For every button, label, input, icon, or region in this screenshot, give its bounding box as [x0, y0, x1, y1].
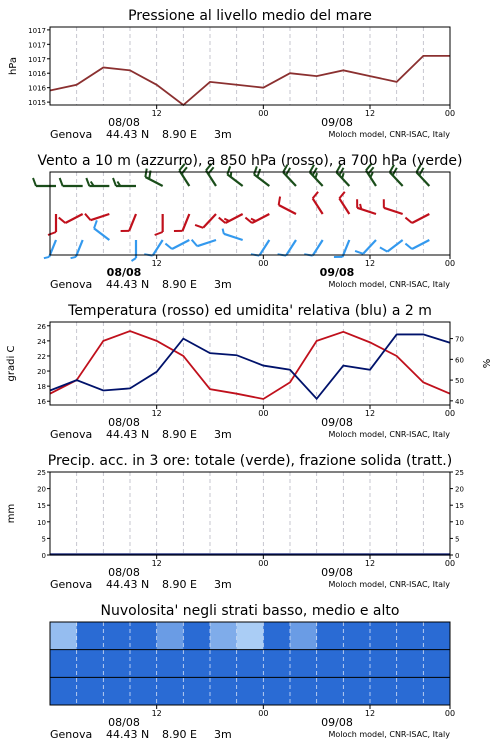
plot-area-3	[50, 322, 450, 405]
panel-title-1: Pressione al livello medio del mare	[128, 8, 372, 24]
cloud-cell-medio	[103, 650, 130, 678]
panel-title-2: Vento a 10 m (azzurro), a 850 hPa (rosso), a 700 hPa (verde)	[37, 153, 463, 169]
y2-tick-label-4: 5	[455, 535, 460, 544]
cloud-cell-alto	[423, 622, 450, 650]
location-lon-4: 8.90 E	[162, 578, 197, 591]
cloud-cell-medio	[130, 650, 157, 678]
date-label-5: 08/08	[108, 716, 140, 729]
cloud-cell-alto	[317, 622, 344, 650]
x-tick-label-1: 12	[151, 109, 162, 118]
y-axis-label-1: hPa	[8, 56, 19, 76]
location-alt-5: 3m	[214, 728, 232, 741]
x-tick-label-5: 12	[151, 709, 162, 718]
date-label-1: 09/08	[321, 116, 353, 129]
x-tick-label-1: 00	[444, 109, 456, 118]
x-tick-label-5: 00	[258, 709, 269, 718]
date-label-2: 08/08	[106, 266, 142, 279]
panel-title-3: Temperatura (rosso) ed umidita' relativa (blu) a 2 m	[68, 303, 432, 319]
y-tick-label-3: 16	[37, 398, 46, 407]
x-tick-label-4: 12	[364, 559, 376, 568]
cloud-cell-basso	[397, 677, 424, 705]
barb-feather	[44, 257, 49, 258]
y-tick-label-3: 18	[37, 383, 46, 392]
cloud-cell-basso	[103, 677, 130, 705]
location-lat-5: 44.43 N	[106, 728, 150, 741]
cloud-cell-medio	[317, 650, 344, 678]
cloud-cell-basso	[263, 677, 290, 705]
cloud-cell-alto	[210, 622, 237, 650]
cloud-cell-basso	[130, 677, 157, 705]
x-tick-label-1: 00	[258, 109, 269, 118]
plot-area-1	[50, 27, 450, 105]
x-tick-label-2: 00	[258, 259, 269, 268]
cloud-cell-medio	[237, 650, 264, 678]
cloud-cell-medio	[210, 650, 237, 678]
cloud-cell-medio	[183, 650, 210, 678]
cloud-cell-medio	[370, 650, 397, 678]
cloud-cell-alto	[183, 622, 210, 650]
y2-tick-label-3: 40	[455, 397, 464, 406]
model-credit-2: Moloch model, CNR-ISAC, Italy	[328, 280, 450, 289]
location-lon-3: 8.90 E	[162, 428, 197, 441]
y-axis-label-3: gradi C	[6, 345, 17, 382]
x-tick-label-2: 12	[151, 259, 162, 268]
location-name-1: Genova	[50, 128, 93, 141]
cloud-cell-alto	[397, 622, 424, 650]
x-tick-label-1: 12	[364, 109, 376, 118]
barb-feather	[132, 258, 137, 261]
cloud-cell-basso	[317, 677, 344, 705]
cloud-cell-alto	[263, 622, 290, 650]
x-tick-label-3: 12	[364, 409, 376, 418]
cloud-cell-basso	[210, 677, 237, 705]
cloud-cell-alto	[157, 622, 184, 650]
model-credit-3: Moloch model, CNR-ISAC, Italy	[328, 430, 450, 439]
cloud-cell-alto	[237, 622, 264, 650]
y-tick-label-3: 22	[37, 352, 46, 361]
cloud-cell-alto	[77, 622, 104, 650]
date-label-1: 08/08	[108, 116, 140, 129]
y-tick-label-4: 0	[41, 552, 46, 560]
y-tick-label-1: 1017	[28, 55, 46, 64]
y2-tick-label-4: 0	[455, 552, 460, 560]
y2-axis-label-3: %	[482, 358, 493, 369]
cloud-cell-alto	[130, 622, 157, 650]
cloud-cell-basso	[237, 677, 264, 705]
date-label-3: 08/08	[108, 416, 140, 429]
location-lon-2: 8.90 E	[162, 278, 197, 291]
y-tick-label-4: 25	[37, 469, 46, 477]
date-label-2: 09/08	[319, 266, 355, 279]
cloud-cell-basso	[290, 677, 317, 705]
cloud-cell-alto	[343, 622, 370, 650]
x-tick-label-3: 12	[151, 409, 162, 418]
barb-feather	[145, 169, 146, 177]
y2-tick-label-3: 50	[455, 377, 464, 386]
x-tick-label-3: 00	[444, 409, 456, 418]
location-lat-1: 44.43 N	[106, 128, 150, 141]
cloud-cell-medio	[290, 650, 317, 678]
location-alt-2: 3m	[214, 278, 232, 291]
date-label-4: 09/08	[321, 566, 353, 579]
barb-feather	[360, 204, 361, 209]
barb-feather	[279, 197, 280, 205]
x-tick-label-4: 00	[444, 559, 456, 568]
y2-tick-label-4: 25	[455, 469, 464, 477]
cloud-cell-basso	[50, 677, 77, 705]
date-label-5: 09/08	[321, 716, 353, 729]
cloud-cell-basso	[77, 677, 104, 705]
cloud-cell-basso	[343, 677, 370, 705]
barb-feather	[71, 257, 76, 258]
y2-tick-label-4: 10	[455, 518, 464, 527]
location-alt-1: 3m	[214, 128, 232, 141]
cloud-cell-basso	[183, 677, 210, 705]
cloud-cell-alto	[103, 622, 130, 650]
y2-tick-label-3: 60	[455, 356, 464, 365]
date-label-3: 09/08	[321, 416, 353, 429]
plot-area-2	[50, 172, 450, 255]
x-tick-label-4: 00	[258, 559, 269, 568]
y-tick-label-4: 15	[37, 502, 46, 511]
y-tick-label-4: 20	[37, 485, 46, 494]
cloud-cell-alto	[290, 622, 317, 650]
y-tick-label-1: 1016	[28, 84, 46, 93]
model-credit-1: Moloch model, CNR-ISAC, Italy	[328, 130, 450, 139]
location-name-5: Genova	[50, 728, 93, 741]
cloud-cell-basso	[423, 677, 450, 705]
y-axis-label-4: mm	[6, 503, 17, 524]
cloud-cell-alto	[370, 622, 397, 650]
y-tick-label-1: 1017	[28, 26, 46, 35]
y-tick-label-4: 10	[37, 518, 46, 527]
y-tick-label-4: 5	[41, 535, 46, 544]
y2-tick-label-4: 20	[455, 485, 464, 494]
cloud-cell-alto	[50, 622, 77, 650]
y2-tick-label-4: 15	[455, 502, 464, 511]
location-lat-3: 44.43 N	[106, 428, 150, 441]
y-tick-label-1: 1016	[28, 70, 46, 79]
x-tick-label-3: 00	[258, 409, 269, 418]
location-name-2: Genova	[50, 278, 93, 291]
x-tick-label-2: 00	[444, 259, 456, 268]
cloud-cell-medio	[77, 650, 104, 678]
location-alt-3: 3m	[214, 428, 232, 441]
location-lon-1: 8.90 E	[162, 128, 197, 141]
cloud-cell-basso	[370, 677, 397, 705]
cloud-cell-medio	[263, 650, 290, 678]
x-tick-label-4: 12	[151, 559, 162, 568]
panel-title-5: Nuvolosita' negli strati basso, medio e alto	[100, 603, 400, 619]
y-tick-label-3: 24	[37, 337, 46, 346]
cloud-cell-medio	[423, 650, 450, 678]
y-tick-label-1: 1017	[28, 41, 46, 50]
plot-area-4	[50, 472, 450, 555]
barb-feather	[223, 229, 224, 234]
location-alt-4: 3m	[214, 578, 232, 591]
y-tick-label-1: 1015	[28, 99, 46, 108]
cloud-cell-medio	[50, 650, 77, 678]
y-tick-label-3: 26	[37, 322, 46, 331]
x-tick-label-2: 12	[364, 259, 376, 268]
cloud-cell-basso	[157, 677, 184, 705]
location-lat-4: 44.43 N	[106, 578, 150, 591]
model-credit-5: Moloch model, CNR-ISAC, Italy	[328, 730, 450, 739]
cloud-cell-medio	[397, 650, 424, 678]
location-lat-2: 44.43 N	[106, 278, 150, 291]
location-name-3: Genova	[50, 428, 93, 441]
x-tick-label-5: 12	[364, 709, 376, 718]
barb-feather	[33, 178, 36, 186]
y-tick-label-3: 20	[37, 368, 46, 377]
panel-title-4: Precip. acc. in 3 ore: totale (verde), frazione solida (tratt.)	[47, 453, 453, 469]
location-name-4: Genova	[50, 578, 93, 591]
model-credit-4: Moloch model, CNR-ISAC, Italy	[328, 580, 450, 589]
cloud-cell-medio	[157, 650, 184, 678]
location-lon-5: 8.90 E	[162, 728, 197, 741]
y2-tick-label-3: 70	[455, 335, 464, 344]
cloud-cell-medio	[343, 650, 370, 678]
date-label-4: 08/08	[108, 566, 140, 579]
x-tick-label-5: 00	[444, 709, 456, 718]
